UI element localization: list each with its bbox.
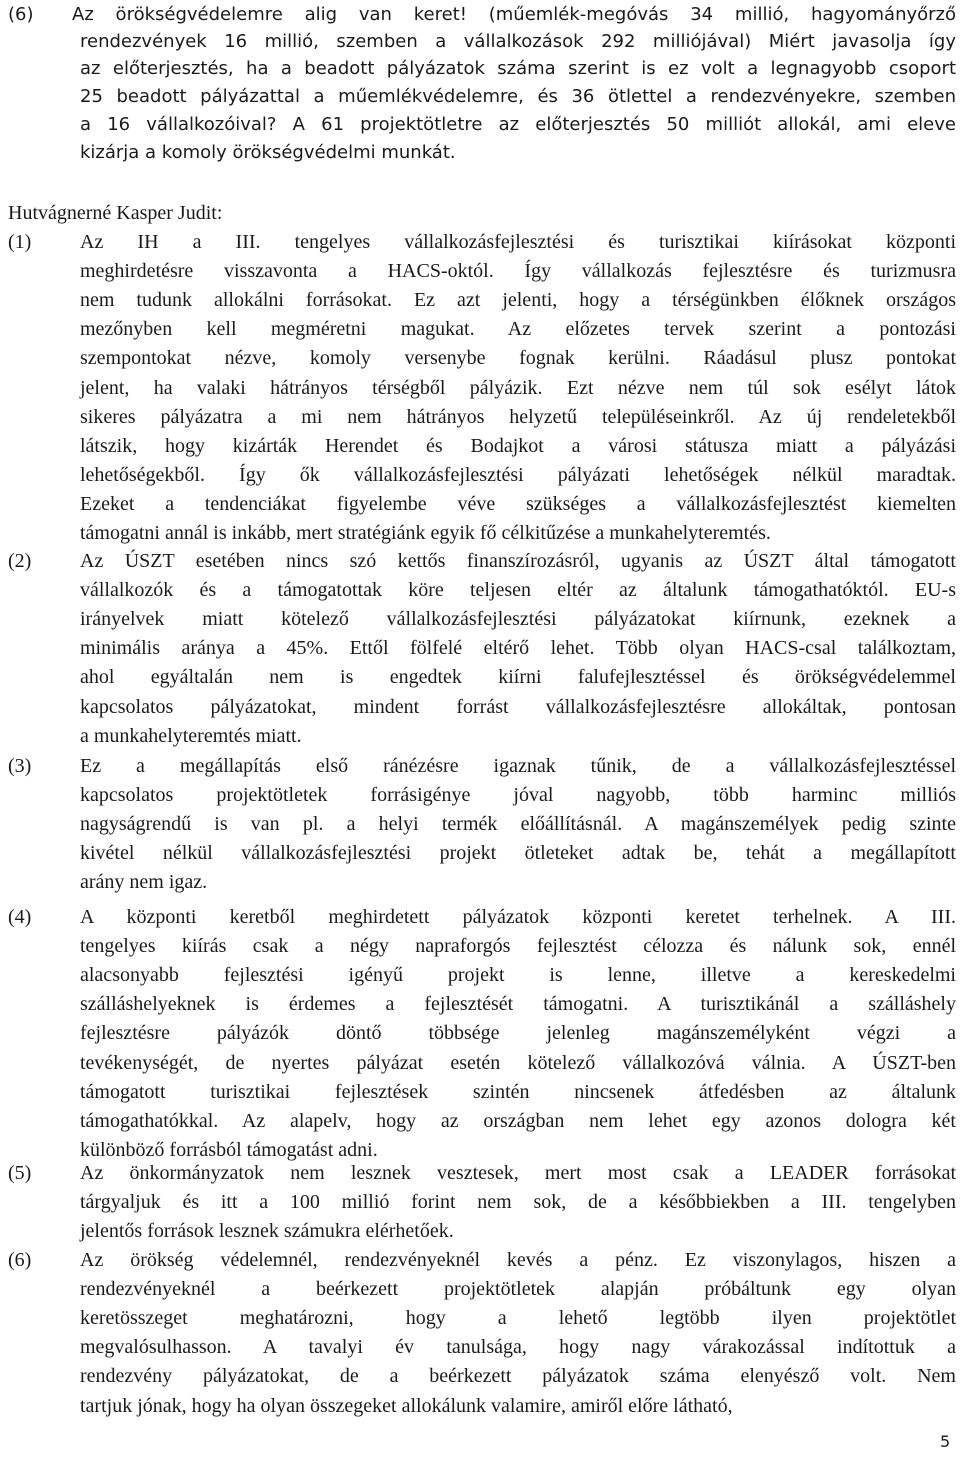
answer-item (8, 751, 956, 907)
answer-line: minimális aránya a 45%. Ettől fölfelé eltérő lehet. Több olyan HACS-csal találkoztam, (80, 637, 956, 660)
question-6-line: 25 beadott pályázattal a műemlékvédelemre, és 36 ötlettel a rendezvényekre, szemben (80, 86, 956, 107)
answer-line: keretösszeget meghatározni, hogy a lehető legtöbb ilyen projektötlet (80, 1307, 956, 1330)
answer-line: sikeres pályázatra a mi nem hátrányos helyzetű településeinkről. Az új rendeletekből (80, 405, 956, 428)
answer-line: támogathatókkal. Az alapelv, hogy az országban nem lehet egy azonos dologra két (80, 1109, 956, 1132)
answer-line: fejlesztésre pályázók döntő többsége jelenleg magánszemélyként végzi a (80, 1022, 956, 1045)
answer-line: ahol egyáltalán nem is engedtek kiírni falufejlesztéssel és örökségvédelemmel (80, 666, 956, 689)
answer-line: arány nem igaz. (80, 871, 208, 894)
answer-line: alacsonyabb fejlesztési igényű projekt is lenne, illetve a kereskedelmi (80, 964, 956, 987)
answer-line: szempontokat nézve, komoly versenybe fognak kerülni. Ráadásul plusz pontokat (80, 347, 956, 370)
answer-line: irányelvek miatt kötelező vállalkozásfejlesztési pályázatokat kiírnunk, ezeknek a (80, 608, 956, 631)
answer-number: (2) (8, 550, 32, 572)
answer-line: A központi keretből meghirdetett pályázatok központi keretet terhelnek. A III. (80, 906, 956, 928)
answer-line: Az IH a III. tengelyes vállalkozásfejlesztési és turisztikai kiírásokat központi (80, 231, 956, 253)
question-6-line: az előterjesztés, ha a beadott pályázatok száma szerint is ez volt a legnagyobb csoport (80, 58, 956, 79)
answer-line: vállalkozók és a támogatottak köre teljesen eltér az általunk támogathatóktól. EU-s (80, 579, 956, 602)
question-6-line: Az örökségvédelemre alig van keret! (műemlék-megóvás 34 millió, hagyományőrző (72, 4, 956, 25)
question-6 (8, 0, 956, 180)
answer-line: látszik, hogy kizárták Herendet és Bodajkot a városi státusza miatt a pályázási (80, 434, 956, 457)
question-6-line: kizárja a komoly örökségvédelmi munkát. (80, 142, 456, 163)
answer-line: támogatott turisztikai fejlesztések szintén nincsenek átfedésben az általunk (80, 1080, 956, 1103)
question-6-line: a 16 vállalkozóival? A 61 projektötletre az előterjesztés 50 milliót allokál, ami eleve (80, 114, 956, 135)
answer-number: (5) (8, 1162, 32, 1184)
answer-line: kapcsolatos pályázatokat, mindent forrást vállalkozásfejlesztésre allokáltak, pontosan (80, 695, 956, 718)
answer-item (8, 1245, 956, 1430)
answer-line: meghirdetésre visszavonta a HACS-októl. Így vállalkozás fejlesztésre és turizmusra (80, 260, 956, 283)
page-number: 5 (940, 1432, 951, 1451)
answer-item (8, 1158, 956, 1255)
answer-number: (3) (8, 755, 32, 777)
answer-line: a munkahelyteremtés miatt. (80, 724, 302, 747)
answer-line: tengelyes kiírás csak a négy napraforgós fejlesztést célozza és nálunk sok, ennél (80, 935, 956, 958)
answer-item (8, 227, 956, 557)
answer-item (8, 546, 956, 760)
answer-line: tárgyaljuk és itt a 100 millió forint nem sok, de a későbbiekben a III. tengelyben (80, 1191, 956, 1214)
answer-line: Az ÚSZT esetében nincs szó kettős finanszírozásról, ugyanis az ÚSZT által támogatott (80, 550, 956, 572)
answer-line: szálláshelyeknek is érdemes a fejlesztését támogatni. A turisztikánál a szálláshely (80, 993, 956, 1016)
answer-line: Az örökség védelemnél, rendezvényeknél kevés a pénz. Ez viszonylagos, hiszen a (80, 1249, 956, 1271)
answer-line: tevékenységét, de nyertes pályázat esetén kötelező vállalkozóvá válnia. A ÚSZT-ben (80, 1051, 956, 1074)
question-6-number: (6) (8, 4, 34, 25)
speaker-name: Hutvágnerné Kasper Judit: (8, 202, 223, 224)
answer-line: nem tudunk allokálni forrásokat. Ez azt jelenti, hogy a térségünkben élőknek országos (80, 289, 956, 312)
answer-line: tartjuk jónak, hogy ha olyan összegeket allokálunk valamire, amiről előre látható, (80, 1394, 733, 1417)
answer-line: jelentős források lesznek számukra elérhetőek. (80, 1220, 454, 1243)
answer-line: jelent, ha valaki hátrányos térségből pályázik. Ezt nézve nem túl sok esélyt látok (80, 376, 956, 399)
answer-line: Az önkormányzatok nem lesznek vesztesek, mert most csak a LEADER forrásokat (80, 1162, 956, 1184)
answer-item (8, 902, 956, 1174)
answer-line: lehetőségekből. Így ők vállalkozásfejlesztési pályázati lehetőségek nélkül maradtak. (80, 463, 956, 486)
answer-line: kapcsolatos projektötletek forrásigénye jóval nagyobb, több harminc milliós (80, 784, 956, 807)
answer-line: nagyságrendű is van pl. a helyi termék előállításnál. A magánszemélyek pedig szinte (80, 813, 956, 836)
answer-number: (6) (8, 1249, 32, 1271)
answer-number: (1) (8, 231, 32, 253)
answer-line: kivétel nélkül vállalkozásfejlesztési projekt ötleteket adtak be, tehát a megállapított (80, 842, 956, 865)
answer-line: Ezeket a tendenciákat figyelembe véve szükséges a vállalkozásfejlesztést kiemelten (80, 492, 956, 515)
answer-line: rendezvény pályázatokat, de a beérkezett pályázatok száma elenyésző volt. Nem (80, 1365, 956, 1388)
answer-number: (4) (8, 906, 32, 928)
answer-line: mezőnyben kell megméretni magukat. Az előzetes tervek szerint a pontozási (80, 318, 956, 341)
question-6-line: rendezvények 16 millió, szemben a vállalkozások 292 milliójával) Miért javasolja így (80, 31, 956, 52)
answer-line: megvalósulhasson. A tavalyi év tanulsága, hogy nagy várakozással indítottuk a (80, 1336, 956, 1359)
answer-line: rendezvényeknél a beérkezett projektötletek alapján próbáltunk egy olyan (80, 1278, 956, 1301)
answer-line: támogatni annál is inkább, mert stratégiánk egyik fő célkitűzése a munkahelyteremtés. (80, 522, 771, 544)
answer-line: különböző forrásból támogatást adni. (80, 1138, 378, 1161)
answer-line: Ez a megállapítás első ránézésre igaznak tűnik, de a vállalkozásfejlesztéssel (80, 755, 956, 777)
